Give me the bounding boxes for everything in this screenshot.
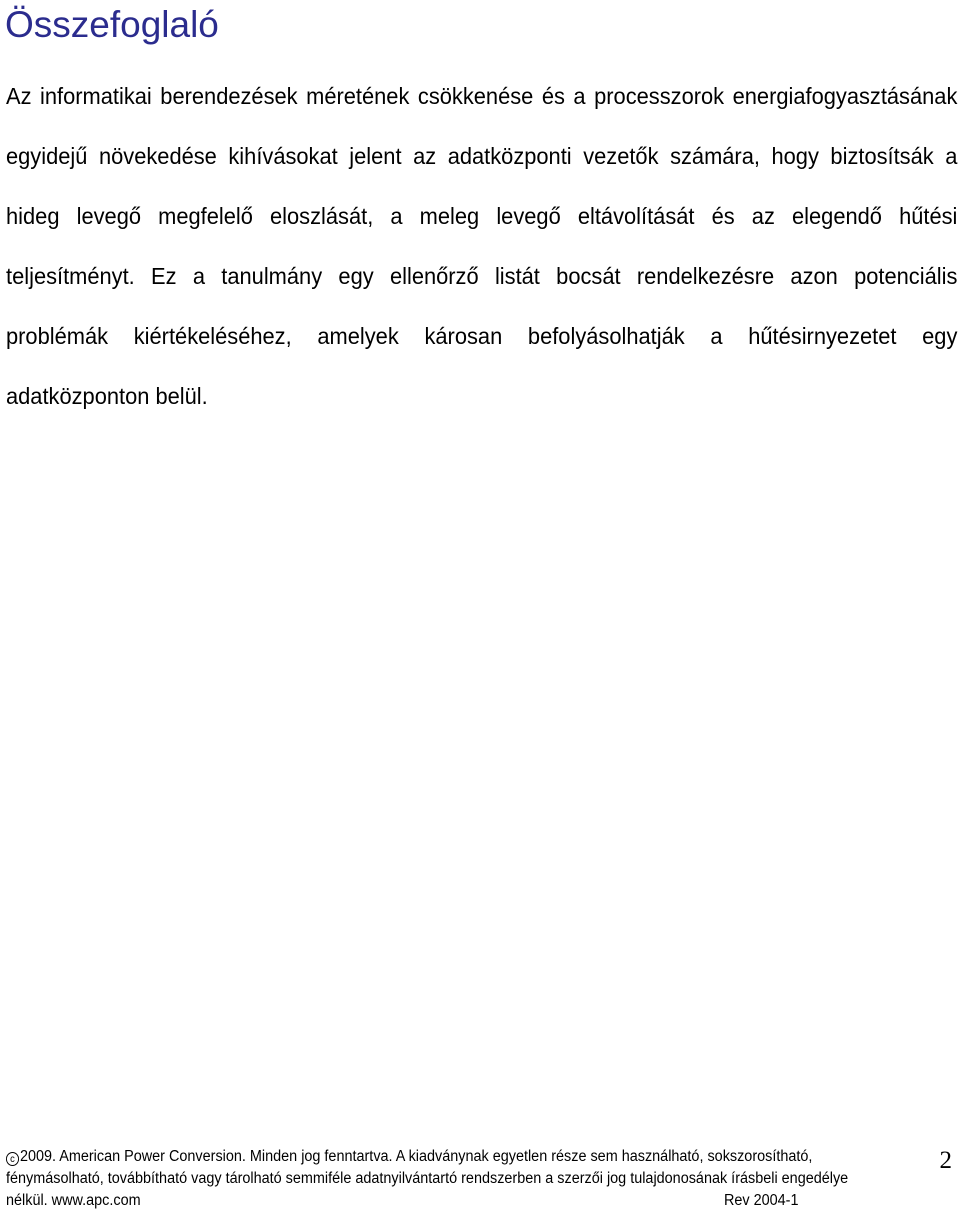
footer-website: nélkül. www.apc.com — [6, 1192, 141, 1209]
summary-paragraph: Az informatikai berendezések méretének csökkenése és a processzorok energiafogyasztásának egyidejű növekedése kihívásokat jelent az adatközponti vezetők számára, hogy biztosítsák a hideg levegő megfelelő eloszlását, a meleg levegő eltávolítását és az elegendő hűtési teljesítményt. Ez a tanulmány egy ellenőrző listát bocsát rendelkezésre azon potenciális problémák kiértékeléséhez, amelyek károsan befolyásolhatják a hűtésirnyezetet egy adatközponton belül. — [6, 83, 958, 409]
page-title: Összefoglaló — [5, 4, 219, 45]
footer-line-2: fénymásolható, továbbítható vagy tárolható semmiféle adatnyilvántartó rendszerben a szerzői jog tulajdonosának írásbeli engedélye — [6, 1170, 849, 1187]
footer-copyright-text: 2009. American Power Conversion. Minden jog fenntartva. A kiadványnak egyetlen része sem használható, sokszorosítható, — [19, 1148, 813, 1165]
footer-revision: Rev 2004-1 — [723, 1192, 799, 1209]
footer-line-1 — [6, 1146, 843, 1168]
footer-line-3 — [6, 1190, 843, 1212]
copyright-icon: c — [6, 1152, 19, 1166]
page-number: 2 — [939, 1147, 952, 1174]
footer — [6, 1146, 906, 1212]
